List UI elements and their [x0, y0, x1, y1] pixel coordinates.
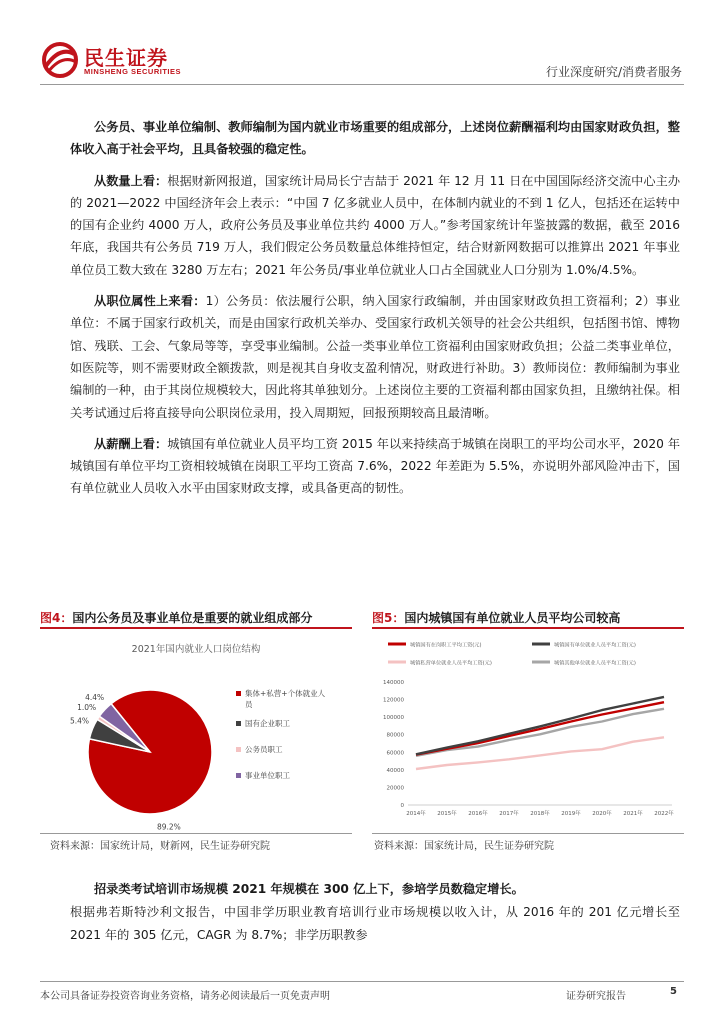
paragraph-training-text: 根据弗若斯特沙利文报告，中国非学历职业教育培训行业市场规模以收入计，从 2016 年的 201 亿元增长至 2021 年的 305 亿元，CAGR 为 8.7%；非学历职教参 [70, 905, 680, 942]
y-tick-label: 140000 [383, 680, 404, 686]
footer-report-type: 证券研究报告 [566, 991, 626, 1002]
y-tick-label: 60000 [386, 750, 404, 757]
report-category: 行业深度研究/消费者服务 [545, 65, 682, 79]
paragraph-salary [70, 433, 680, 500]
y-tick-label: 100000 [383, 715, 404, 722]
pie-legend-label: 国有企业职工 [245, 719, 290, 728]
x-tick-label: 2019年 [561, 811, 581, 817]
paragraph-text: 城镇国有单位就业人员平均工资 2015 年以来持续高于城镇在岗职工的平均公司水平，2020 年城镇国有单位平均工资相较城镇在岗职工平均工资高 7.6%，2022 年差距为 5.5%，亦说明外部风险冲击下，国有单位就业人员收入水平由国家财政支撑，或具备更高的韧性。 [70, 436, 681, 496]
footer-disclaimer: 本公司具备证券投资咨询业务资格，请务必阅读最后一页免责声明 [40, 991, 330, 1002]
figure5-rule [372, 627, 684, 629]
pie-legend-swatch [236, 691, 241, 696]
figure4-title [40, 609, 312, 627]
figure4-source: 资料来源：国家统计局，财新网，民生证券研究院 [50, 841, 270, 852]
pie-legend-label: 集体+私营+个体就业人员 [245, 689, 326, 709]
x-tick-label: 2016年 [468, 811, 488, 817]
figure5-title-text: 国内城镇国有单位就业人员平均公司较高 [404, 611, 621, 625]
line-chart [372, 630, 684, 833]
x-tick-label: 2021年 [623, 811, 643, 817]
y-tick-label: 80000 [386, 732, 404, 739]
x-tick-label: 2020年 [592, 811, 612, 817]
figure5-bottom-rule [372, 833, 684, 834]
paragraph-text: 1）公务员：依法履行公职，纳入国家行政编制，并由国家财政负担工资福利；2）事业单位：不属于国家行政机关，而是由国家行政机关举办、受国家行政机关领导的社会公共组织，包括图书馆、博物馆、残联、工会、气象局等等，享受事业编制。公益一类事业单位工资福利由国家财政负担；公益二类事业单位，如医院等，则不需要财政全额拨款，则是视其自身收支盈利情况，财政进行补助。3）教师岗位：教师编制为事业编制的一种，由于其岗位规模较大，因此将其单独划分。上述岗位主要的工资福利都由国家负担，且缴纳社保。相关考试通过后将直接导向公职岗位录用，投入周期短，回报预期较高且最清晰。 [70, 294, 681, 420]
figure5-title [372, 609, 620, 627]
line-legend-label: 城镇私营单位就业人员平均工资(元) [410, 660, 492, 667]
pie-value-label: 5.4% [69, 716, 90, 726]
figure5-source: 资料来源：国家统计局，民生证券研究院 [374, 841, 554, 852]
x-tick-label: 2015年 [437, 811, 457, 817]
figure5-number: 图5： [372, 611, 405, 625]
pie-chart [40, 630, 352, 833]
body-text-top [70, 116, 680, 509]
paragraph-lead: 从薪酬上看： [94, 436, 168, 451]
paragraph-training-lead [70, 878, 680, 901]
line-legend-label: 城镇国有单位就业人员平均工资(元) [554, 642, 636, 649]
paragraph-text: 根据财新网报道，国家统计局局长宁吉喆于 2021 年 12 月 11 日在中国国际经济交流中心主办的 2021—2022 中国经济年会上表示：“中国 7 亿多就业人员中，在体制内就业的不到 1 亿人，包括还在运转中的国有企业约 4000 万人，政府公务员及事业单位共约 4000 万人。”参考国家统计年鉴披露的数据，截至 2016 年底，我国共有公务员 719 万人，我们假定公务员数量总体维持恒定，结合财新网数据可以推算出 2021 年事业单位员工数大致在 3280 万左右；2021 年公务员/事业单位就业人口占全国就业人口分别为 1.0%/4.5%。 [70, 173, 681, 277]
x-tick-label: 2017年 [499, 811, 519, 817]
company-logo [40, 40, 220, 80]
paragraph-quantity [70, 170, 680, 281]
logo-text-en: MINSHENG SECURITIES [84, 67, 182, 76]
figure4-number: 图4： [40, 611, 73, 625]
x-tick-label: 2018年 [530, 811, 550, 817]
pie-value-label: 1.0% [77, 703, 97, 713]
pie-value-label: 4.4% [85, 693, 105, 702]
x-tick-label: 2022年 [654, 811, 674, 817]
pie-value-label: 89.2% [156, 822, 181, 832]
y-tick-label: 0 [400, 803, 404, 809]
pie-chart-title: 2021年国内就业人口岗位结构 [131, 644, 261, 655]
series-line [416, 697, 664, 754]
pie-legend-swatch [236, 747, 241, 752]
pie-legend-swatch [236, 721, 241, 726]
logo-swirl-icon [40, 40, 80, 80]
page-number: 5 [670, 986, 677, 997]
figure4-rule [40, 627, 352, 629]
paragraph-intro [70, 116, 680, 161]
footer-divider [40, 981, 684, 982]
x-tick-label: 2014年 [406, 811, 426, 817]
paragraph-lead: 公务员、事业单位编制、教师编制为国内就业市场重要的组成部分，上述岗位薪酬福利均由国家财政负担，整体收入高于社会平均，且具备较强的稳定性。 [70, 120, 680, 157]
header-divider [40, 84, 684, 85]
series-line [416, 737, 664, 769]
paragraph-lead: 从职位属性上来看： [94, 294, 206, 309]
y-tick-label: 20000 [386, 785, 404, 792]
y-tick-label: 40000 [386, 767, 404, 774]
section-lead: 招录类考试培训市场规模 2021 年规模在 300 亿上下，参培学员数稳定增长。 [94, 882, 524, 896]
line-legend-label: 城镇国有在岗职工平均工资(元) [410, 642, 482, 649]
paragraph-lead: 从数量上看： [94, 173, 168, 188]
pie-legend-swatch [236, 773, 241, 778]
paragraph-attributes [70, 290, 680, 424]
body-text-bottom [70, 878, 680, 956]
figure5-chart [372, 630, 684, 833]
logo-text-cn: 民生证券 [84, 46, 168, 70]
figure4-bottom-rule [40, 833, 352, 834]
figure4-chart [40, 630, 352, 833]
line-legend-label: 城镇其他单位就业人员平均工资(元) [554, 660, 636, 667]
pie-legend-label: 事业单位职工 [245, 771, 290, 780]
y-tick-label: 120000 [383, 697, 404, 704]
figure4-title-text: 国内公务员及事业单位是重要的就业组成部分 [72, 611, 313, 625]
pie-legend-label: 公务员职工 [245, 745, 283, 754]
